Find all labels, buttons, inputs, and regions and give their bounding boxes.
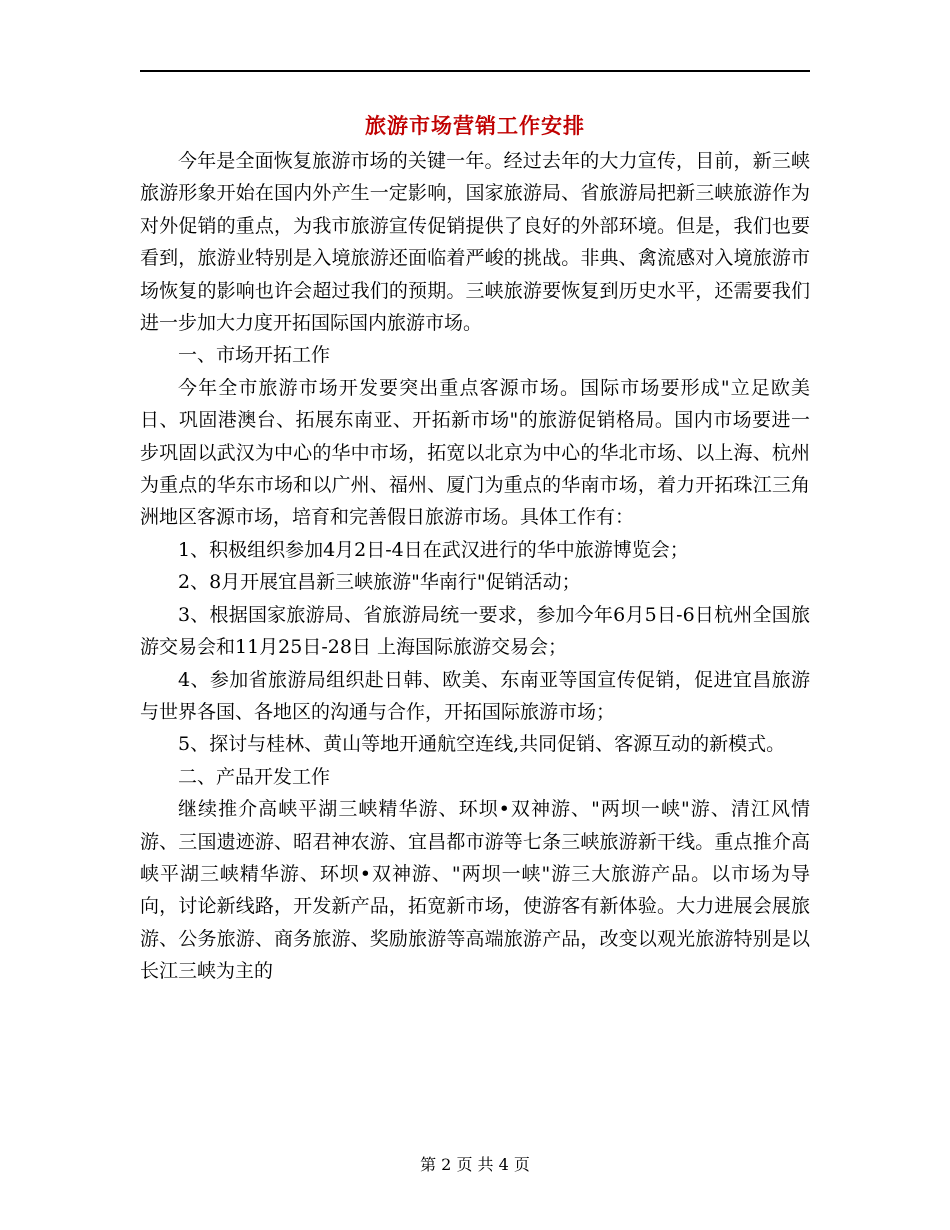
market-paragraph: 今年全市旅游市场开发要突出重点客源市场。国际市场要形成"立足欧美日、巩固港澳台、拓展东南亚、开拓新市场"的旅游促销格局。国内市场要进一步巩固以武汉为中心的华中市场，拓宽以北京为中心的华北市场、以上海、杭州为重点的华东市场和以广州、福州、厦门为重点的华南市场，着力开拓珠江三角洲地区客源市场，培育和完善假日旅游市场。具体工作有： (140, 376, 810, 529)
section-heading-market: 一、市场开拓工作 (178, 344, 331, 367)
section-heading-product: 二、产品开发工作 (178, 765, 331, 788)
list-item-4: 4、参加省旅游局组织赴日韩、欧美、东南亚等国宣传促销，促进宜昌旅游与世界各国、各地区的沟通与合作，开拓国际旅游市场； (140, 668, 810, 723)
list-item-1: 1、积极组织参加4月2日-4日在武汉进行的华中旅游博览会； (178, 538, 689, 561)
page-number: 第 2 页 共 4 页 (420, 1155, 530, 1174)
list-item-3: 3、根据国家旅游局、省旅游局统一要求，参加今年6月5日-6日杭州全国旅游交易会和11月25日-28日 上海国际旅游交易会； (140, 603, 810, 659)
list-item-5: 5、探讨与桂林、黄山等地开通航空连线,共同促销、客源互动的新模式。 (178, 733, 786, 756)
product-paragraph: 继续推介高峡平湖三峡精华游、环坝•双神游、"两坝一峡"游、清江风情游、三国遗迹游、昭君神农游、宜昌都市游等七条三峡旅游新干线。重点推介高峡平湖三峡精华游、环坝•双神游、"两坝一峡"游三大旅游产品。以市场为导向，讨论新线路，开发新产品，拓宽新市场，使游客有新体验。大力进展会展旅游、公务旅游、商务旅游、奖励旅游等高端旅游产品，改变以观光旅游特别是以长江三峡为主的 (140, 798, 810, 983)
document-title: 旅游市场营销工作安排 (365, 113, 585, 138)
header-rule (140, 70, 810, 72)
document-body (140, 145, 810, 988)
intro-paragraph: 今年是全面恢复旅游市场的关键一年。经过去年的大力宣传，目前，新三峡旅游形象开始在国内外产生一定影响，国家旅游局、省旅游局把新三峡旅游作为对外促销的重点，为我市旅游宣传促销提供了良好的外部环境。但是，我们也要看到，旅游业特别是入境旅游还面临着严峻的挑战。非典、禽流感对入境旅游市场恢复的影响也许会超过我们的预期。三峡旅游要恢复到历史水平，还需要我们进一步加大力度开拓国际国内旅游市场。 (140, 150, 810, 335)
list-item-2: 2、8月开展宜昌新三峡旅游"华南行"促销活动； (178, 571, 581, 594)
